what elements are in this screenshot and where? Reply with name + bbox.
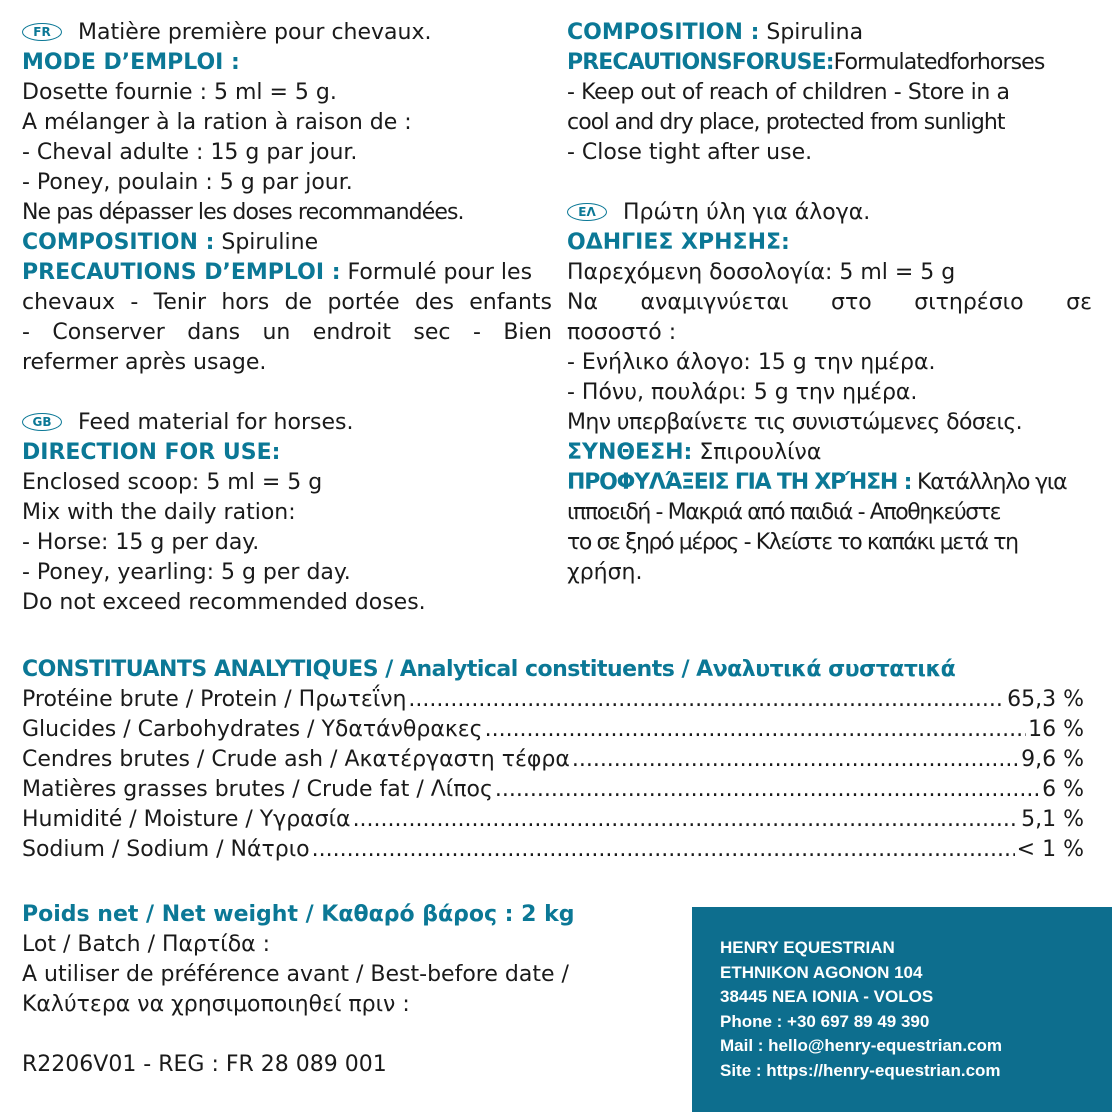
dot-leader [312,835,1015,865]
fr-line: - Cheval adulte : 15 g par jour. [22,140,358,165]
gr-title-line [567,198,1092,228]
gr-precautions [567,468,1092,498]
gb-line: - Horse: 15 g per day. [22,530,260,555]
fr-title-line [22,18,552,48]
left-column [22,18,552,618]
gr-precautions-text: Κατάλληλο για [911,470,1067,495]
gb-line: Enclosed scoop: 5 ml = 5 g [22,470,323,495]
net-weight: Poids net / Net weight / Καθαρό βάρος : 2 kg [22,902,575,927]
constituent-value: 5,1 % [1021,807,1084,832]
company-mail: Mail : hello@henry-equestrian.com [720,1036,1003,1055]
right-column [567,18,1092,588]
constituent-value: < 1 % [1016,837,1084,862]
gb-composition-value: Spirulina [759,20,864,45]
constituent-value: 16 % [1028,717,1084,742]
gb-line: Do not exceed recommended doses. [22,590,426,615]
dot-leader [485,715,1027,745]
table-row [22,775,1084,805]
gb-title-line [22,408,552,438]
fr-badge: FR [22,23,62,41]
gb-precautions-text: - Keep out of reach of children - Store in a [567,80,1010,105]
constituent-label: Protéine brute / Protein / Πρωτεΐνη [22,687,407,712]
dot-leader [495,775,1040,805]
analytics-heading: CONSTITUANTS ANALYTIQUES / Analytical constituents / Αναλυτικά συστατικά [22,657,956,682]
table-row [22,745,1084,775]
gb-composition [567,18,1092,48]
company-street: ETHNIKON AGONON 104 [720,962,923,982]
fr-composition-value: Spiruline [214,230,319,255]
gr-title: Πρώτη ύλη για άλογα. [623,200,871,225]
gb-precautions [567,48,1092,78]
gr-precautions-label: ΠΡΟΦΥΛΆΞΕΙΣ ΓΙΑ ΤΗ ΧΡΉΣΗ : [567,470,912,495]
product-info [22,900,682,1080]
constituent-value: 6 % [1042,777,1084,802]
dot-leader [408,685,1005,715]
gb-line: - Poney, yearling: 5 g per day. [22,560,351,585]
dot-leader [572,745,1019,775]
constituent-label: Humidité / Moisture / Υγρασία [22,807,351,832]
gb-title: Feed material for horses. [78,410,354,435]
gb-direction-heading: DIRECTION FOR USE: [22,440,281,465]
constituent-label: Glucides / Carbohydrates / Υδατάνθρακες [22,717,483,742]
best-before: Καλύτερα να χρησιμοποιηθεί πριν : [22,992,410,1017]
gr-line: Παρεχόμενη δοσολογία: 5 ml = 5 g [567,260,956,285]
constituent-value: 9,6 % [1021,747,1084,772]
company-site: Site : https://henry-equestrian.com [720,1060,1001,1080]
fr-precautions-label: PRECAUTIONS D’EMPLOI : [22,260,341,285]
contact-box [692,907,1112,1112]
gr-line: Να αναμιγνύεται στο σιτηρέσιο σε [567,290,1092,315]
gb-precautions-label: PRECAUTIONSFORUSE: [567,50,834,75]
gb-line: Mix with the daily ration: [22,500,296,525]
fr-precautions [22,258,552,288]
gb-badge: GB [22,413,62,431]
gr-precautions-text: το σε ξηρό μέρος - Κλείστε το καπάκι μετά τη [567,530,1018,555]
fr-line: - Poney, poulain : 5 g par jour. [22,170,353,195]
gb-precautions-text: Formulatedforhorses [833,50,1045,75]
gr-composition-value: Σπιρουλίνα [692,440,822,465]
table-row [22,715,1084,745]
gr-composition-label: ΣΥΝΘΕΣΗ: [567,440,693,465]
fr-line: Dosette fournie : 5 ml = 5 g. [22,80,337,105]
constituent-value: 65,3 % [1007,687,1084,712]
fr-precautions-text: - Conserver dans un endroit sec - Bien [22,320,552,345]
gr-composition [567,438,1092,468]
table-row [22,805,1084,835]
fr-precautions-text: refermer après usage. [22,350,267,375]
registration-code: R2206V01 - REG : FR 28 089 001 [22,1052,387,1077]
fr-line: A mélanger à la ration à raison de : [22,110,412,135]
gr-badge: ΕΛ [567,203,607,221]
fr-composition-label: COMPOSITION : [22,230,215,255]
lot-batch: Lot / Batch / Παρτίδα : [22,932,271,957]
analytical-constituents [22,655,1084,865]
gr-line: ποσοστό : [567,320,677,345]
gb-precautions-text: cool and dry place, protected from sunlight [567,110,1005,135]
table-row [22,835,1084,865]
gr-line: Μην υπερβαίνετε τις συνιστώμενες δόσεις. [567,410,1023,435]
constituent-label: Sodium / Sodium / Νάτριο [22,837,310,862]
company-city: 38445 NEA IONIA - VOLOS [720,987,934,1006]
company-phone: Phone : +30 697 89 49 390 [720,1011,930,1031]
table-row [22,685,1084,715]
best-before: A utiliser de préférence avant / Best-before date / [22,962,569,987]
gr-direction-heading: ΟΔΗΓΙΕΣ ΧΡΗΣΗΣ: [567,230,790,255]
dot-leader [353,805,1020,835]
fr-precautions-text: chevaux - Tenir hors de portée des enfants [22,290,552,315]
gr-line: - Πόνυ, πουλάρι: 5 g την ημέρα. [567,380,918,405]
fr-title: Matière première pour chevaux. [78,20,432,45]
fr-line: Ne pas dépasser les doses recommandées. [22,200,464,225]
gb-composition-label: COMPOSITION : [567,20,760,45]
fr-precautions-text: Formulé pour les [340,260,533,285]
gr-line: - Ενήλικο άλογο: 15 g την ημέρα. [567,350,936,375]
fr-mode-heading: MODE D’EMPLOI : [22,50,240,75]
company-name: HENRY EQUESTRIAN [720,938,895,957]
constituent-label: Cendres brutes / Crude ash / Ακατέργαστη τέφρα [22,747,570,772]
constituent-label: Matières grasses brutes / Crude fat / Λίπος [22,777,493,802]
gr-precautions-text: χρήση. [567,560,643,585]
gr-precautions-text: ιπποειδή - Μακριά από παιδιά - Αποθηκεύστε [567,500,1001,525]
fr-composition [22,228,552,258]
gb-precautions-text: - Close tight after use. [567,140,813,165]
